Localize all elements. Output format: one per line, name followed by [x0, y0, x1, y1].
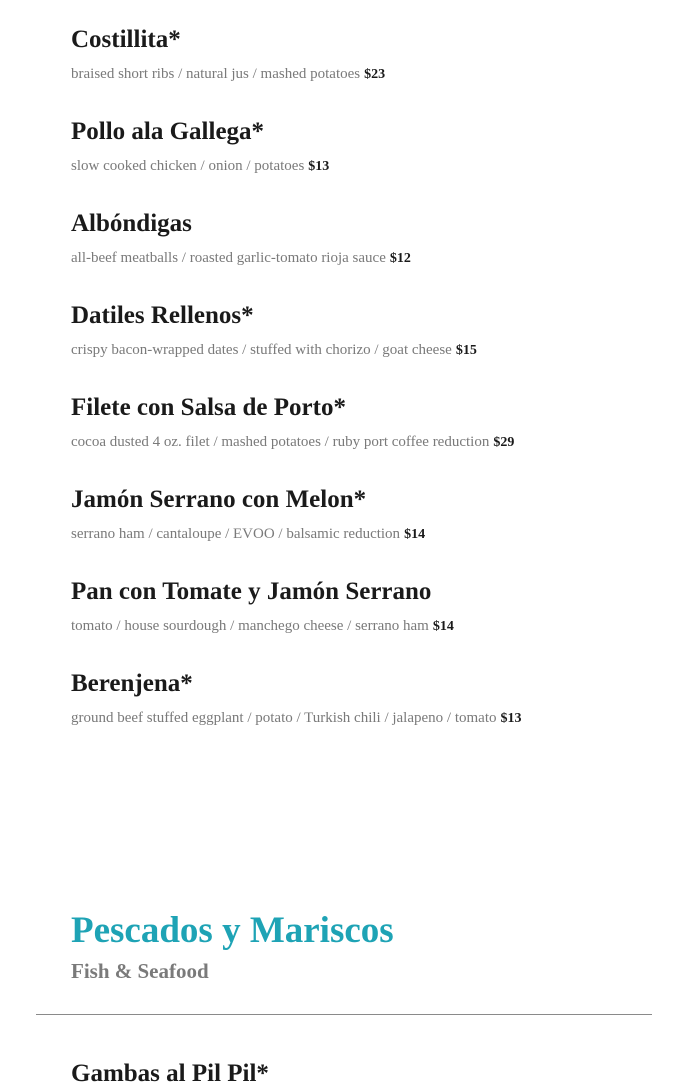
next-item-name: Gambas al Pil Pil*: [71, 1060, 269, 1087]
item-description-line: [71, 156, 329, 177]
item-description: all-beef meatballs / roasted garlic-tomato rioja sauce: [71, 250, 386, 266]
item-name: Costillita*: [71, 26, 181, 53]
menu-item: [71, 206, 671, 298]
item-name: Datiles Rellenos*: [71, 302, 254, 329]
item-description: ground beef stuffed eggplant / potato / Turkish chili / jalapeno / tomato: [71, 710, 497, 726]
menu-item: [71, 390, 671, 482]
item-price: $14: [432, 619, 454, 634]
item-description-line: [71, 524, 425, 545]
menu-item-list: [71, 22, 671, 758]
item-description: serrano ham / cantaloupe / EVOO / balsamic reduction: [71, 526, 401, 542]
item-price: $29: [493, 435, 515, 450]
item-name: Berenjena*: [71, 670, 193, 697]
section-divider: [36, 1014, 652, 1015]
item-description-line: [71, 708, 522, 729]
item-description-line: [71, 248, 411, 269]
item-description: crispy bacon-wrapped dates / stuffed with chorizo / goat cheese: [71, 342, 452, 358]
item-description-line: [71, 616, 454, 637]
item-price: $15: [455, 343, 477, 358]
item-price: $14: [404, 527, 426, 542]
menu-item: [71, 482, 671, 574]
item-name: Filete con Salsa de Porto*: [71, 394, 346, 421]
item-description: braised short ribs / natural jus / mashed potatoes: [71, 66, 361, 82]
menu-item: [71, 114, 671, 206]
item-price: $23: [364, 67, 386, 82]
item-name: Jamón Serrano con Melon*: [71, 486, 367, 513]
section-title: Pescados y Mariscos: [71, 910, 394, 951]
item-name: Pan con Tomate y Jamón Serrano: [71, 578, 432, 605]
menu-item: [71, 666, 671, 758]
item-description-line: [71, 64, 385, 85]
item-description-line: [71, 340, 477, 361]
item-description-line: [71, 432, 514, 453]
item-name: Pollo ala Gallega*: [71, 118, 265, 145]
item-description: cocoa dusted 4 oz. filet / mashed potatoes / ruby port coffee reduction: [71, 434, 490, 450]
item-price: $13: [500, 711, 522, 726]
section-subtitle: Fish & Seafood: [71, 959, 209, 983]
item-description: slow cooked chicken / onion / potatoes: [71, 158, 305, 174]
item-price: $13: [308, 159, 330, 174]
menu-item: [71, 298, 671, 390]
menu-item: [71, 22, 671, 114]
item-description: tomato / house sourdough / manchego cheese / serrano ham: [71, 618, 429, 634]
item-price: $12: [389, 251, 411, 266]
menu-item: [71, 574, 671, 666]
item-name: Albóndigas: [71, 210, 192, 237]
